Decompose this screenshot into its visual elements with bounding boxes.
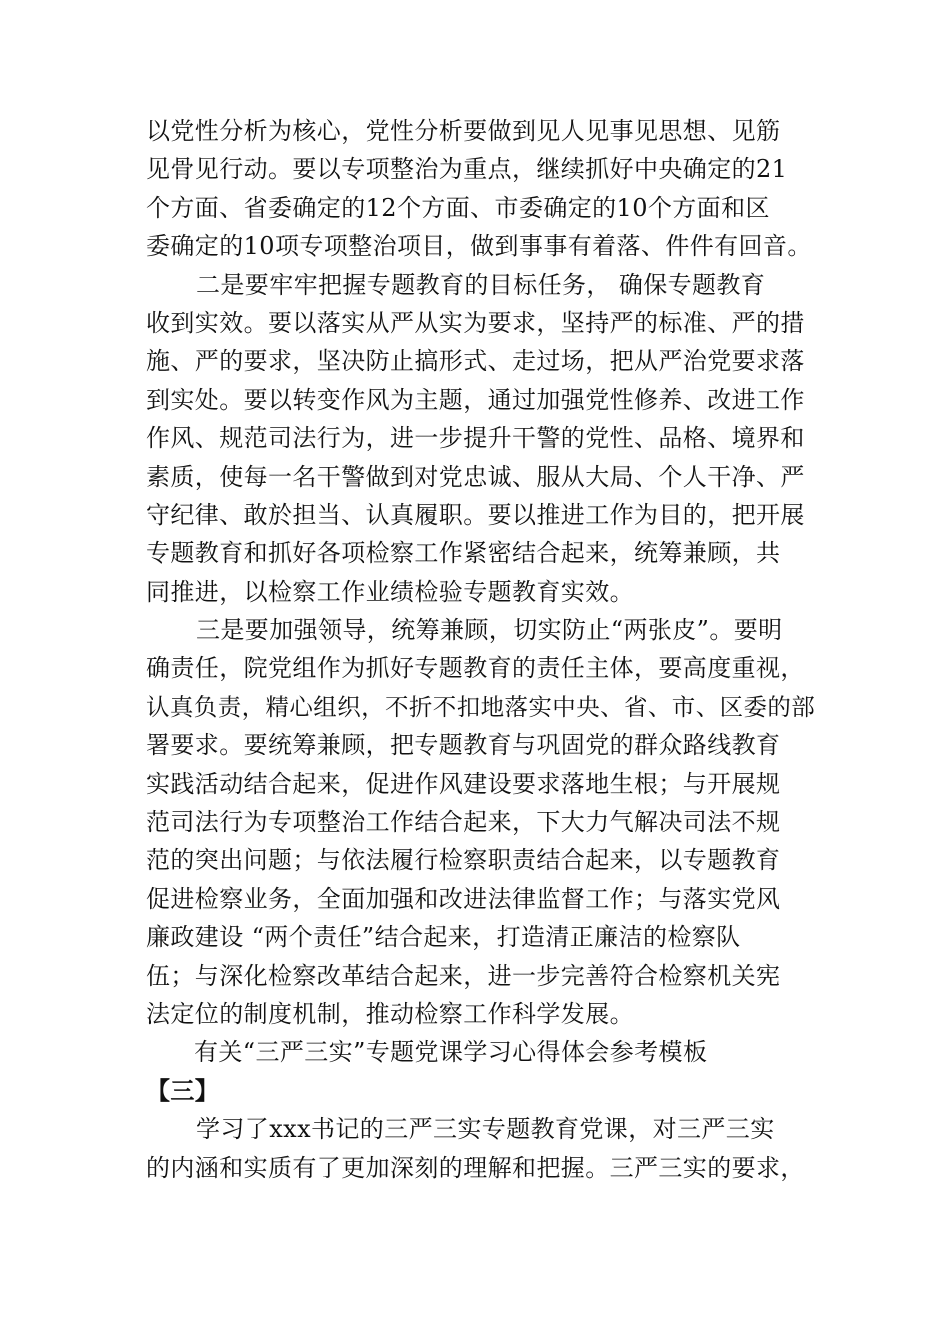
text-line: 见骨见行动。要以专项整治为重点，继续抓好中央确定的21 — [146, 155, 788, 184]
paragraph-1 — [146, 112, 826, 266]
paragraph-2 — [146, 266, 826, 612]
text-line: 的内涵和实质有了更加深刻的理解和把握。三严三实的要求， — [146, 1153, 805, 1182]
text-line: 施、严的要求，坚决防止搞形式、走过场，把从严治党要求落 — [146, 347, 805, 376]
document-body — [146, 112, 826, 1187]
text-line: 守纪律、敢於担当、认真履职。要以推进工作为目的，把开展 — [146, 500, 805, 529]
text-line: 二是要牢牢把握专题教育的目标任务， 确保专题教育 — [196, 270, 766, 299]
section-heading — [146, 1033, 826, 1110]
paragraph-3 — [146, 611, 826, 1033]
section-heading-number: 【三】 — [146, 1075, 220, 1105]
text-line: 确责任，院党组作为抓好专题教育的责任主体，要高度重视， — [146, 654, 805, 683]
text-line: 三是要加强领导，统筹兼顾，切实防止“两张皮”。要明 — [196, 616, 783, 645]
text-line: 以党性分析为核心，党性分析要做到见人见事见思想、见筋 — [146, 117, 781, 145]
text-line: 个方面、省委确定的12个方面、市委确定的10个方面和区 — [146, 193, 770, 222]
text-line: 范的突出问题；与依法履行检察职责结合起来，以专题教育 — [146, 846, 781, 875]
text-line: 同推进，以检察工作业绩检验专题教育实效。 — [146, 577, 634, 606]
text-line: 收到实效。要以落实从严从实为要求，坚持严的标准、严的措 — [146, 308, 805, 337]
text-line: 法定位的制度机制，推动检察工作科学发展。 — [146, 999, 634, 1028]
text-line: 廉政建设 “两个责任”结合起来，打造清正廉洁的检察队 — [146, 923, 741, 952]
text-line: 伍；与深化检察改革结合起来，进一步完善符合检察机关宪 — [146, 961, 781, 990]
paragraph-4 — [146, 1110, 826, 1187]
text-line: 专题教育和抓好各项检察工作紧密结合起来，统筹兼顾，共 — [146, 539, 781, 568]
text-line: 学习了xxx书记的三严三实专题教育党课，对三严三实 — [196, 1115, 775, 1144]
text-line: 促进检察业务，全面加强和改进法律监督工作；与落实党风 — [146, 884, 781, 913]
text-line: 到实处。要以转变作风为主题，通过加强党性修养、改进工作 — [146, 385, 805, 414]
text-line: 作风、规范司法行为，进一步提升干警的党性、品格、境界和 — [146, 424, 805, 453]
text-line: 范司法行为专项整治工作结合起来，下大力气解决司法不规 — [146, 808, 781, 837]
text-line: 实践活动结合起来，促进作风建设要求落地生根；与开展规 — [146, 769, 781, 798]
text-line: 认真负责，精心组织，不折不扣地落实中央、省、市、区委的部 — [146, 692, 816, 721]
section-heading-title: 有关“三严三实”专题党课学习心得体会参考模板 — [194, 1038, 708, 1067]
text-line: 委确定的10项专项整治项目，做到事事有着落、件件有回音。 — [146, 232, 812, 261]
text-line: 素质，使每一名干警做到对党忠诚、服从大局、个人干净、严 — [146, 462, 805, 491]
text-line: 署要求。要统筹兼顾，把专题教育与巩固党的群众路线教育 — [146, 731, 781, 760]
